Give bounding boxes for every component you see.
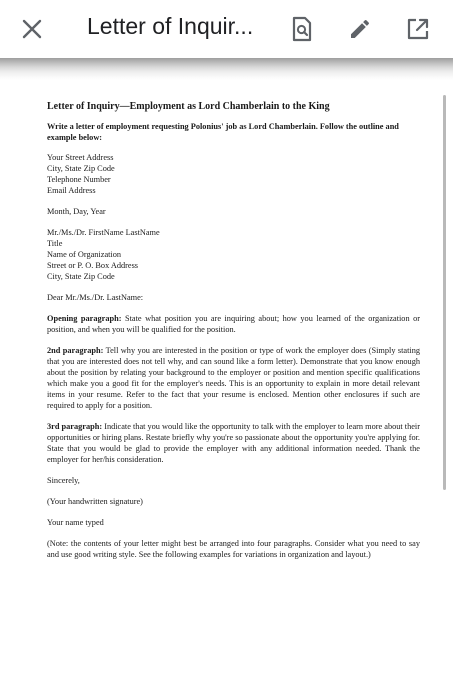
letter-date: Month, Day, Year [47, 207, 106, 216]
third-label: 3rd paragraph: [47, 422, 103, 431]
second-label: 2nd paragraph: [47, 346, 104, 355]
opening-paragraph [47, 313, 420, 335]
document-title: Letter of Inquir... [87, 13, 254, 39]
edit-button[interactable] [342, 11, 378, 47]
scrollbar[interactable] [443, 95, 446, 490]
document-heading: Letter of Inquiry—Employment as Lord Chamberlain to the King [47, 101, 330, 112]
document-search-icon [291, 16, 313, 42]
document-page [47, 100, 420, 570]
third-paragraph [47, 421, 420, 465]
app-toolbar [0, 0, 453, 58]
address-line: Your Street Address [47, 153, 114, 162]
close-button[interactable] [14, 11, 50, 47]
recipient-address [47, 227, 420, 282]
recipient-line: Street or P. O. Box Address [47, 261, 139, 270]
signature-placeholder: (Your handwritten signature) [47, 497, 143, 506]
recipient-line: Title [47, 239, 63, 248]
toolbar-shadow [0, 58, 453, 80]
address-line: Telephone Number [47, 175, 111, 184]
recipient-line: City, State Zip Code [47, 272, 115, 281]
third-text: Indicate that you would like the opportunity to talk with the employer to learn more about their opportunities or hiring plans. Restate briefly why you're so passionate about the opportunity you're applying for. State that you would be glad to provide the employer with any additional information needed. Thank the employer for her/his consideration. [47, 422, 420, 464]
address-line: City, State Zip Code [47, 164, 115, 173]
pencil-icon [348, 17, 372, 41]
typed-name: Your name typed [47, 518, 104, 527]
find-in-document-button[interactable] [284, 11, 320, 47]
note: (Note: the contents of your letter might best be arranged into four paragraphs. Consider what you need to say and use good writing style. See the following examples for variations in organization and layout.) [47, 539, 420, 559]
recipient-line: Name of Organization [47, 250, 122, 259]
sender-address [47, 152, 420, 196]
open-in-new-button[interactable] [400, 11, 436, 47]
address-line: Email Address [47, 186, 96, 195]
opening-label: Opening paragraph: [47, 314, 122, 323]
second-text: Tell why you are interested in the position or type of work the employer does (Simply stating that you are interested does not tell why, and can sound like a form letter). Demonstrate that you know enough about the position by relating your background to the employer or position and mention specific qualifications which make you a good fit for the employer's needs. This is an opportunity to explain in more detail relevant items in your resume. Refer to the fact that your resume is enclosed. Mention other enclosures if such are required to apply for a position. [47, 346, 420, 410]
instructions: Write a letter of employment requesting Polonius' job as Lord Chamberlain. Follow the outline and example below: [47, 122, 399, 142]
opening-text: State what position you are inquiring about; how you learned of the organization or position, and when you will be qualified for the position. [47, 314, 421, 334]
second-paragraph [47, 345, 420, 411]
close-icon [21, 18, 43, 40]
recipient-line: Mr./Ms./Dr. FirstName LastName [47, 228, 160, 237]
salutation: Dear Mr./Ms./Dr. LastName: [47, 293, 144, 302]
open-in-new-icon [406, 17, 430, 41]
closing: Sincerely, [47, 476, 80, 485]
